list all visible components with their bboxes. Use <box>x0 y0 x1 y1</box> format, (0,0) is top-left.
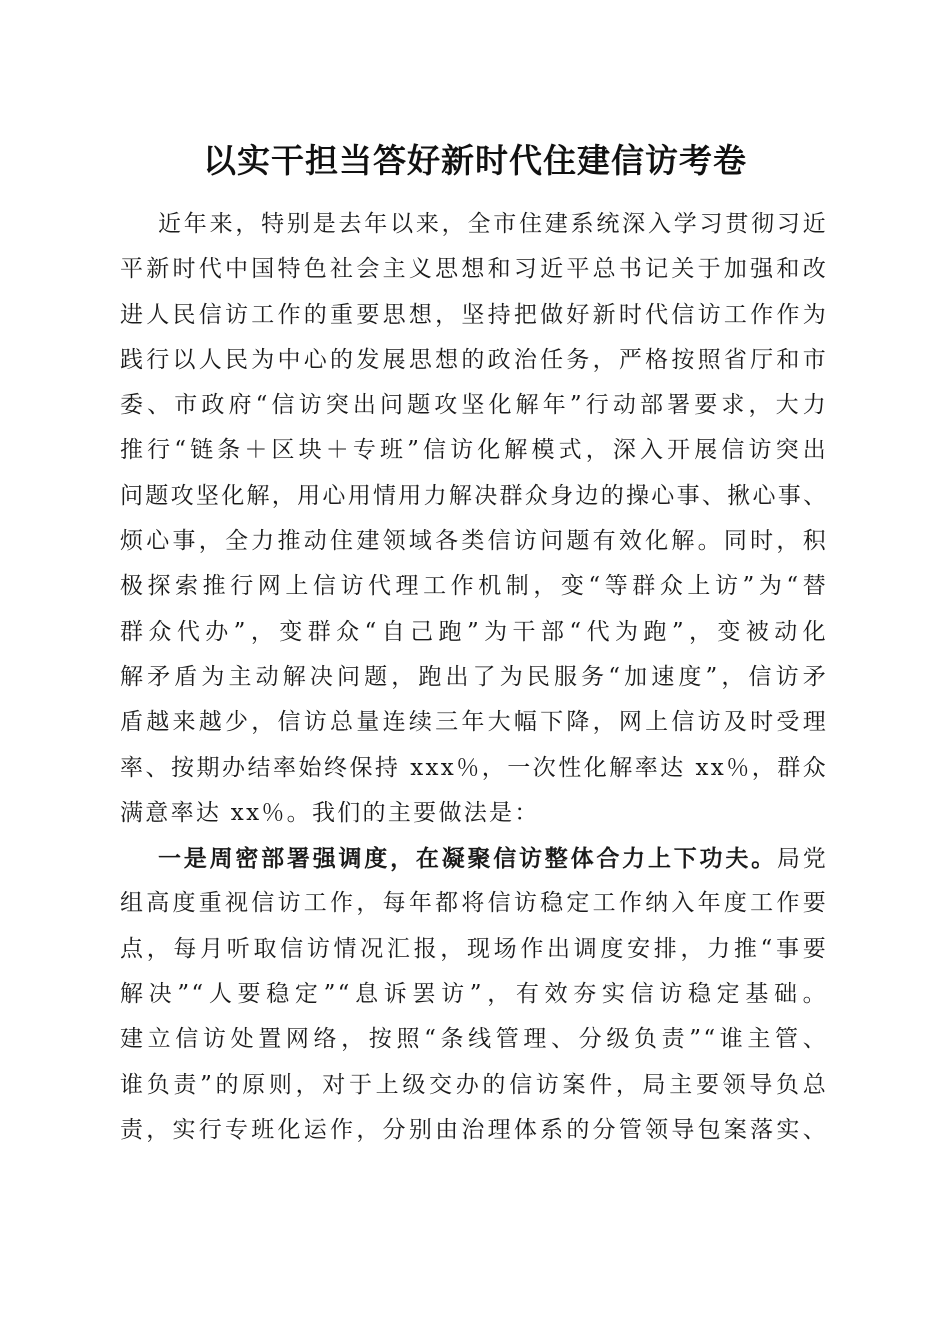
paragraph-line: 盾越来越少，信访总量连续三年大幅下降，网上信访及时受理 <box>120 709 828 736</box>
paragraph-line: 满意率达 xx％。我们的主要做法是： <box>120 799 540 826</box>
heading-line-rest: 局党 <box>776 846 828 873</box>
paragraph-line: 平新时代中国特色社会主义思想和习近平总书记关于加强和改 <box>120 256 828 283</box>
paragraph-heading-line <box>120 836 828 881</box>
section-heading: 一是周密部署强调度，在凝聚信访整体合力上下功夫。 <box>158 845 777 873</box>
paragraph-line: 解矛盾为主动解决问题，跑出了为民服务“加速度”，信访矛 <box>120 663 828 690</box>
paragraph-line: 问题攻坚化解，用心用情用力解决群众身边的操心事、揪心事、 <box>120 482 828 509</box>
paragraph-line: 群众代办”，变群众“自己跑”为干部“代为跑”，变被动化 <box>120 618 828 645</box>
paragraph-line: 进人民信访工作的重要思想，坚持把做好新时代信访工作作为 <box>120 301 828 328</box>
paragraph-line: 率、按期办结率始终保持 xxx％，一次性化解率达 xx％，群众 <box>120 754 828 781</box>
paragraph-line: 解决”“人要稳定”“息诉罢访”，有效夯实信访稳定基础。 <box>120 981 828 1008</box>
paragraph-line: 极探索推行网上信访代理工作机制，变“等群众上访”为“替 <box>120 573 828 600</box>
document-title: 以实干担当答好新时代住建信访考卷 <box>203 141 747 180</box>
paragraph-line: 近年来，特别是去年以来，全市住建系统深入学习贯彻习近 <box>158 211 828 237</box>
paragraph-line: 烦心事，全力推动住建领域各类信访问题有效化解。同时，积 <box>120 528 828 555</box>
paragraph-line: 点，每月听取信访情况汇报，现场作出调度安排，力推“事要 <box>120 935 828 962</box>
paragraph-line: 委、市政府“信访突出问题攻坚化解年”行动部署要求，大力 <box>120 392 828 419</box>
document-body <box>120 202 828 1153</box>
paragraph-line: 建立信访处置网络，按照“条线管理、分级负责”“谁主管、 <box>120 1026 828 1053</box>
paragraph-line: 践行以人民为中心的发展思想的政治任务，严格按照省厅和市 <box>120 346 828 373</box>
paragraph-line: 责，实行专班化运作，分别由治理体系的分管领导包案落实、 <box>120 1116 828 1143</box>
paragraph-line: 谁负责”的原则，对于上级交办的信访案件，局主要领导负总 <box>120 1071 828 1098</box>
paragraph-line: 推行“链条＋区块＋专班”信访化解模式，深入开展信访突出 <box>120 437 828 464</box>
paragraph-line: 组高度重视信访工作，每年都将信访稳定工作纳入年度工作要 <box>120 890 828 917</box>
